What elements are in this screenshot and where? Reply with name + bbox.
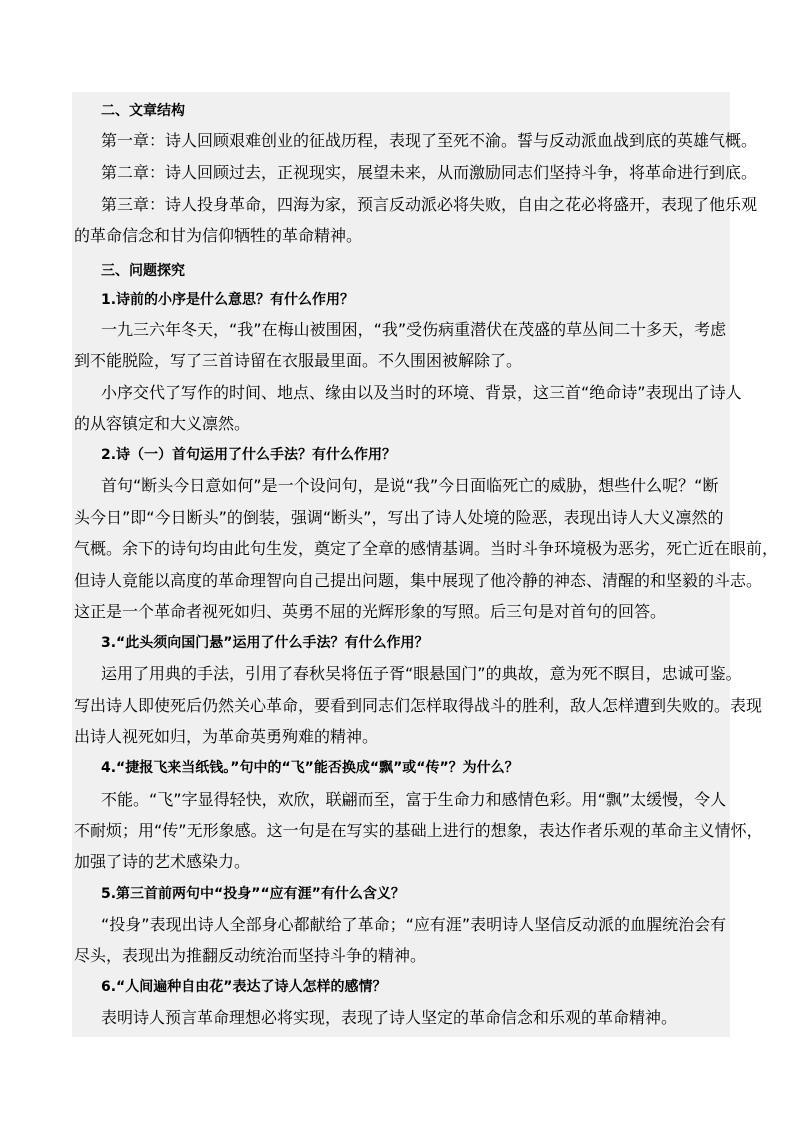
answer-2-line-1: 首句“断头今日意如何”是一个设问句，是说“我”今日面临死亡的威胁，想些什么呢？“断 [101, 476, 719, 495]
answer-1-line-3: 小序交代了写作的时间、地点、缘由以及当时的环境、背景，这三首“绝命诗”表现出了诗人 [101, 383, 742, 402]
question-2: 2.诗（一）首句运用了什么手法？有什么作用？ [101, 447, 397, 463]
chapter-2-line: 第二章：诗人回顾过去，正视现实，展望未来，从而激励同志们坚持斗争，将革命进行到底。 [101, 163, 758, 182]
answer-3-line-3: 出诗人视死如归，为革命英勇殉难的精神。 [74, 727, 379, 746]
answer-1-line-4: 的从容镇定和大义凛然。 [74, 414, 251, 433]
answer-5-line-1: “投身”表现出诗人全部身心都献给了革命；“应有涯”表明诗人坚信反动派的血腥统治会有 [101, 915, 727, 934]
answer-2-line-2: 头今日”即“今日断头”的倒装，强调“断头”，写出了诗人处境的险恶，表现出诗人大义凛然的 [74, 508, 724, 527]
answer-5-line-2: 尽头，表现出为推翻反动统治而坚持斗争的精神。 [74, 946, 427, 965]
answer-1-line-2: 到不能脱险，写了三首诗留在衣服最里面。不久围困被解除了。 [74, 351, 523, 370]
answer-2-line-5: 这正是一个革命者视死如归、英勇不屈的光辉形象的写照。后三句是对首句的回答。 [74, 602, 667, 621]
answer-3-line-2: 写出诗人即使死后仍然关心革命，要看到同志们怎样取得战斗的胜利，敌人怎样遭到失败的。表现 [74, 696, 763, 715]
answer-3-line-1: 运用了用典的手法，引用了春秋吴将伍子胥“眼悬国门”的典故，意为死不瞑目，忠诚可鉴。 [101, 664, 742, 683]
answer-6-line-1: 表明诗人预言革命理想必将实现，表现了诗人坚定的革命信念和乐观的革命精神。 [101, 1008, 678, 1027]
answer-4-line-3: 加强了诗的艺术感染力。 [74, 852, 251, 871]
section-heading-structure: 二、文章结构 [101, 103, 185, 119]
answer-2-line-3: 气概。余下的诗句均由此句生发，奠定了全章的感情基调。当时斗争环境极为恶劣，死亡近在眼前， [74, 539, 779, 558]
question-4: 4.“捷报飞来当纸钱。”句中的“飞”能否换成“飘”或“传”？为什么？ [101, 760, 519, 776]
chapter-1-line: 第一章：诗人回顾艰难创业的征战历程，表现了至死不渝。誓与反动派血战到底的英雄气概。 [101, 131, 758, 150]
question-1: 1.诗前的小序是什么意思？有什么作用？ [101, 292, 355, 308]
answer-1-line-1: 一九三六年冬天，“我”在梅山被围困，“我”受伤病重潜伏在茂盛的草丛间二十多天，考虑 [101, 320, 727, 339]
answer-2-line-4: 但诗人竟能以高度的革命理智向自己提出问题，集中展现了他冷静的神态、清醒的和坚毅的斗志。 [74, 571, 763, 590]
answer-4-line-1: 不能。“飞”字显得轻快，欢欣，联翩而至，富于生命力和感情色彩。用“飘”太缓慢，令人 [101, 790, 727, 809]
section-heading-inquiry: 三、问题探究 [101, 263, 185, 279]
chapter-3-line-1: 第三章：诗人投身革命，四海为家，预言反动派必将失败，自由之花必将盛开，表现了他乐观 [101, 195, 758, 214]
answer-4-line-2: 不耐烦；用“传”无形象感。这一句是在写实的基础上进行的想象，表达作者乐观的革命主义情怀， [74, 821, 763, 840]
question-3: 3.“此头须向国门悬”运用了什么手法？有什么作用？ [101, 635, 429, 651]
question-5: 5.第三首前两句中“投身”“应有涯”有什么含义？ [101, 886, 405, 902]
chapter-3-line-2: 的革命信念和甘为信仰牺牲的革命精神。 [74, 226, 363, 245]
question-6: 6.“人间遍种自由花”表达了诗人怎样的感情？ [101, 979, 387, 995]
